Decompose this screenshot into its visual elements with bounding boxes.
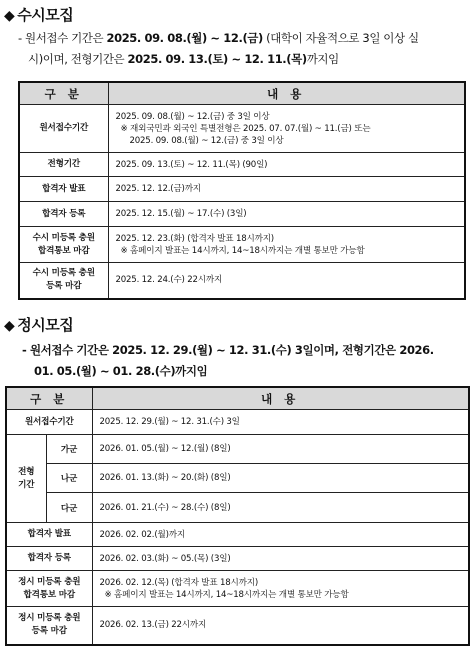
table-row: 정시 미등록 충원 등록 마감 2026. 02. 13.(금) 22시까지 — [6, 607, 469, 645]
table-row: 정시 미등록 충원 합격통보 마감 2026. 02. 12.(목) (합격자 발표 18시까지) ※ 홈페이지 발표는 14시까지, 14~18시까지는 개별 통보만 가능함 — [6, 571, 469, 607]
table-row: 수시 미등록 충원 등록 마감 2025. 12. 24.(수) 22시까지 — [19, 263, 465, 299]
table-row: 합격자 등록 2026. 02. 03.(화) ~ 05.(목) (3일) — [6, 547, 469, 571]
table-row: 수시 미등록 충원 합격통보 마감 2025. 12. 23.(화) (합격자 발표 18시까지) ※ 홈페이지 발표는 14시까지, 14~18시까지는 개별 통보만 가능함 — [19, 227, 465, 263]
susi-section-title: ◆ 수시모집 — [4, 6, 74, 24]
susi-intro: - 원서접수 기간은 2025. 09. 08.(월) ~ 12.(금) (대학이 자율적으로 3일 이상 실 시)이며, 전형기간은 2025. 09. 13.(토) ~ 12. 11.(목)까지임 — [18, 31, 419, 66]
table-row: 합격자 발표 2025. 12. 12.(금)까지 — [19, 177, 465, 202]
diamond-bullet-icon: ◆ — [4, 318, 15, 334]
table-row: 전형 기간 가군 2026. 01. 05.(월) ~ 12.(월) (8일) — [6, 435, 469, 464]
diamond-bullet-icon: ◆ — [4, 8, 15, 24]
header-category: 구 분 — [6, 387, 92, 410]
table-row: 합격자 등록 2025. 12. 15.(월) ~ 17.(수) (3일) — [19, 202, 465, 227]
table-header-row — [19, 82, 465, 105]
susi-schedule-table — [18, 81, 466, 300]
table-row: 나군 2026. 01. 13.(화) ~ 20.(화) (8일) — [6, 464, 469, 493]
jeongsi-section-title: ◆ 정시모집 — [4, 316, 74, 334]
jeongsi-intro: - 원서접수 기간은 2025. 12. 29.(월) ~ 12. 31.(수) 3일이며, 전형기간은 2026. 01. 05.(월) ~ 01. 28.(수)까지임 — [22, 343, 434, 378]
table-row: 원서접수기간 2025. 09. 08.(월) ~ 12.(금) 중 3일 이상 ※ 재외국민과 외국인 특별전형은 2025. 07. 07.(월) ~ 11.(금) 또는 2025. 09. 08.(월) ~ 12.(금) 중 3일 이상 — [19, 105, 465, 153]
table-row: 다군 2026. 01. 21.(수) ~ 28.(수) (8일) — [6, 493, 469, 523]
header-category: 구 분 — [19, 82, 108, 105]
header-content: 내 용 — [92, 387, 469, 410]
table-row: 합격자 발표 2026. 02. 02.(월)까지 — [6, 523, 469, 547]
table-row: 원서접수기간 2025. 12. 29.(월) ~ 12. 31.(수) 3일 — [6, 410, 469, 435]
header-content: 내 용 — [108, 82, 465, 105]
table-row: 전형기간 2025. 09. 13.(토) ~ 12. 11.(목) (90일) — [19, 153, 465, 177]
table-header-row — [6, 387, 469, 410]
jeongsi-schedule-table — [5, 386, 470, 646]
